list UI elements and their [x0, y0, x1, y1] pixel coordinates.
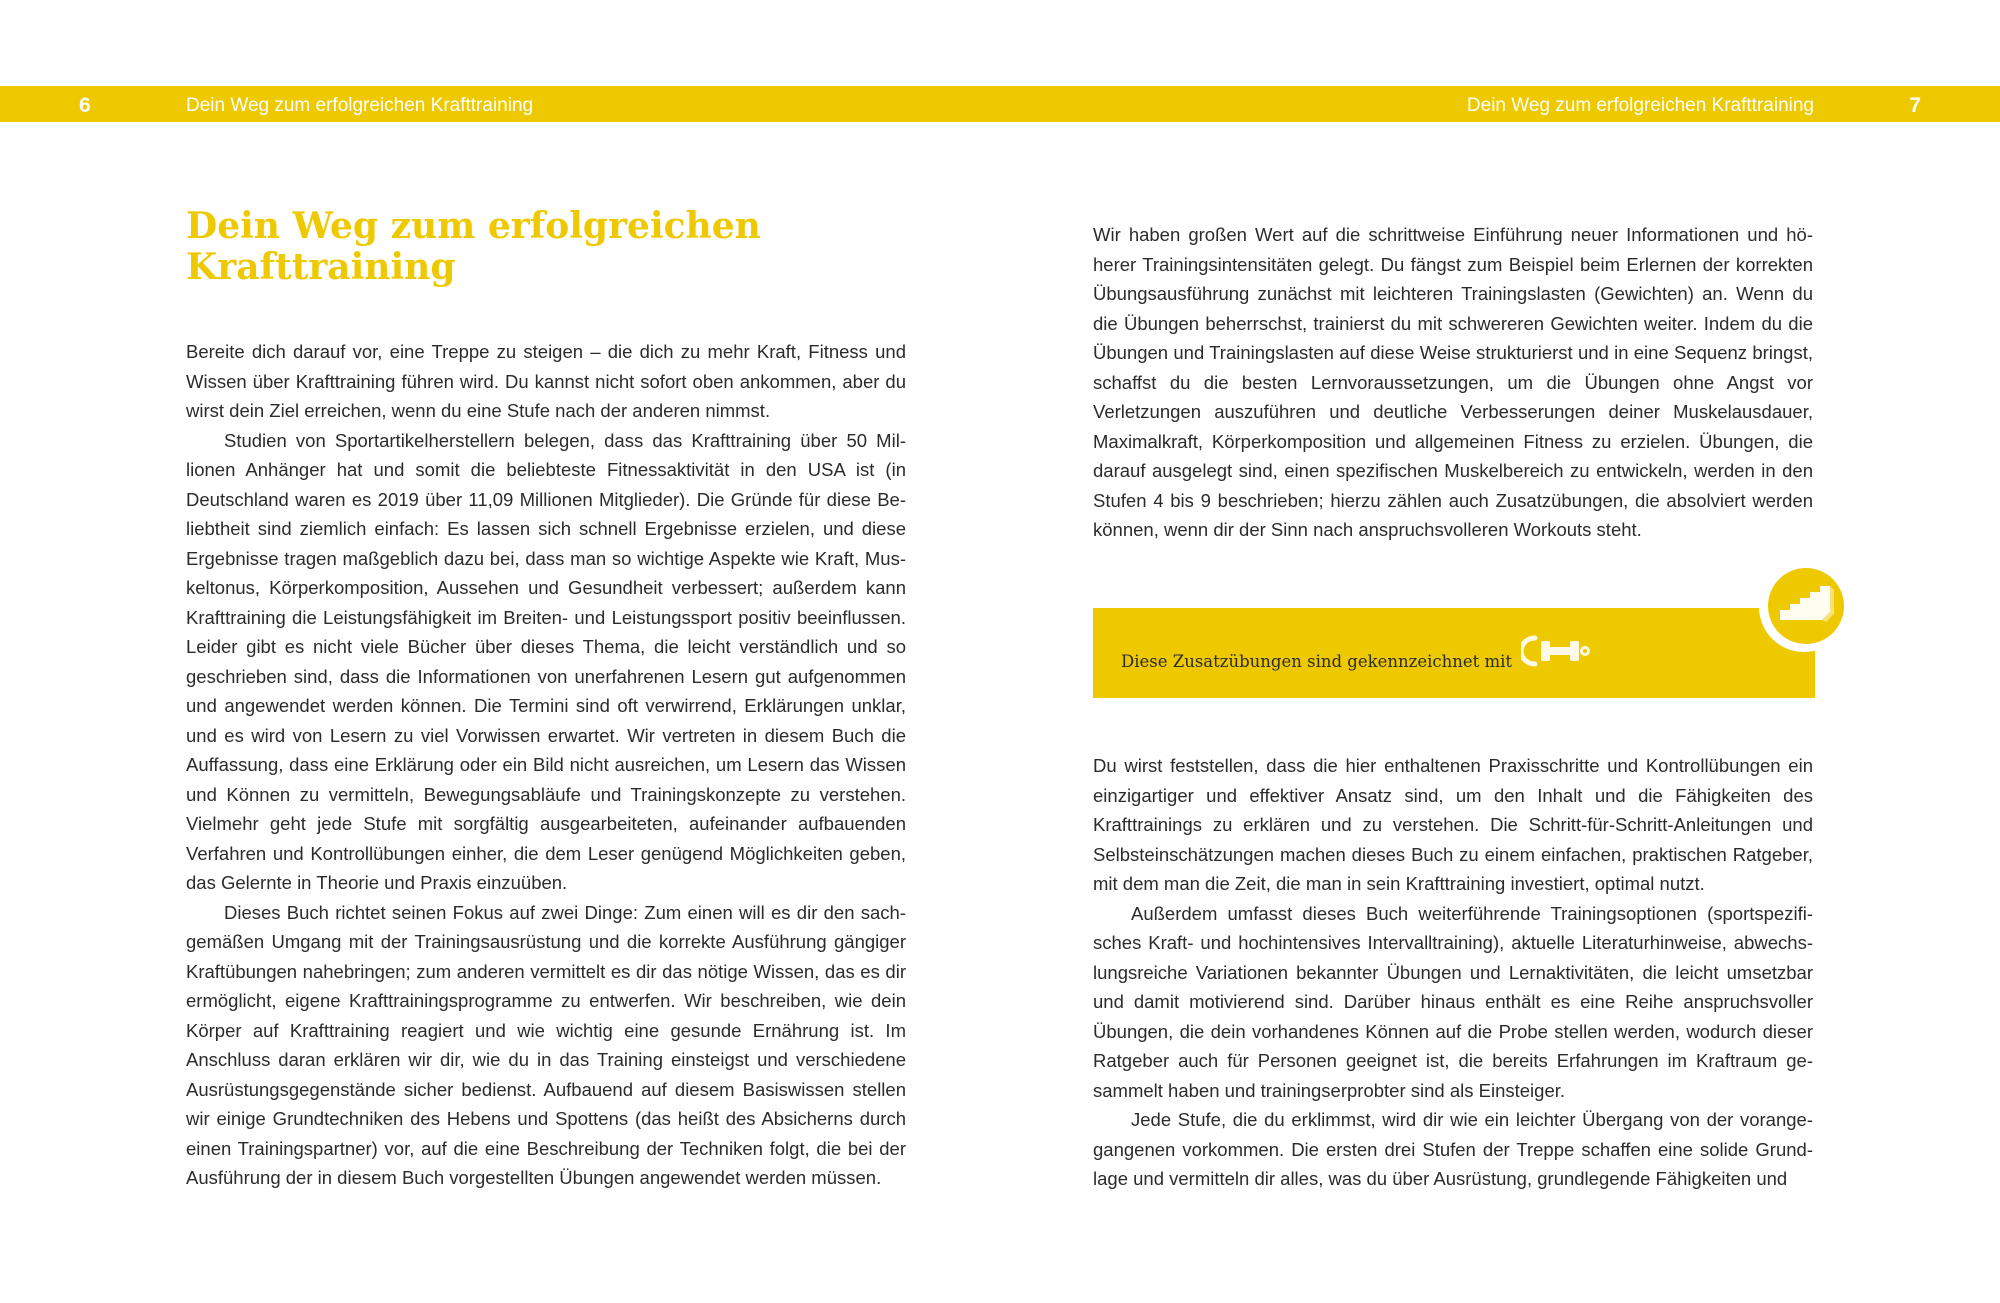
chapter-title-line-2: Krafttraining: [186, 246, 456, 288]
right-page-number: 7: [1909, 94, 1921, 117]
stairs-icon: [1768, 568, 1844, 644]
body-paragraph: Studien von Sportartikelherstellern belegen, dass das Krafttraining über 50 Millionen Anhänger hat und somit die beliebteste Fitnessaktivität in den USA ist (in Deutschland waren es 2019 über 11,09 Millionen Mitglieder). Die Gründe für diese Beliebtheit sind ziemlich einfach: Es lassen sich schnell Ergebnisse erzielen, und diese Ergebnisse tragen maßgeblich dazu bei, dass man so wichtige Aspekte wie Kraft, Muskeltonus, Körperkomposition, Aussehen und Gesundheit verbessert; außerdem kann Krafttraining die Leistungsfähigkeit im Breiten- und Leistungssport positiv beeinflussen. Leider gibt es nicht viele Bücher über dieses Thema, die leicht verständlich und so geschrieben sind, dass die Informationen von unerfahrenen Lesern gut aufgenommen und angewendet werden können. Die Termini sind oft verwirrend, Erklärungen unklar, und es wird von Lesern zu viel Vorwissen erwartet. Wir vertreten in diesem Buch die Auffassung, dass eine Erklärung oder ein Bild nicht ausreichen, um Lesern das Wissen und Können zu vermitteln, Bewegungsabläufe und Trainingskonzepte zu verstehen. Vielmehr geht jede Stufe mit sorgfältig ausgearbeiteten, aufeinander aufbauenden Verfahren und Kontrollübungen einher, die dem Leser genügend Möglichkeiten geben, das Gelernte in Theorie und Praxis einzuüben.: [186, 429, 906, 893]
left-running-head: Dein Weg zum erfolgreichen Krafttraining: [186, 95, 534, 116]
body-paragraph: Bereite dich darauf vor, eine Treppe zu steigen – die dich zu mehr Kraft, Fitness und Wissen über Krafttraining führen wird. Du kannst nicht sofort oben ankommen, aber du wirst dein Ziel erreichen, wenn du eine Stufe nach der anderen nimmst.: [186, 341, 906, 421]
chapter-title-line-1: Dein Weg zum erfolgreichen: [186, 205, 761, 247]
left-page-body: [186, 337, 906, 1193]
right-running-head: Dein Weg zum erfolgreichen Krafttraining: [1466, 95, 1814, 116]
body-paragraph: Dieses Buch richtet seinen Fokus auf zwei Dinge: Zum einen will es dir den sachgemäßen Umgang mit der Trainingsausrüstung und die korrekte Ausführung gängiger Kraftübungen nahebringen; zum anderen vermittelt es dir das nötige Wissen, das es dir ermöglicht, eigene Krafttrainingsprogramme zu entwerfen. Wir beschreiben, wie dein Körper auf Krafttraining reagiert und wie wichtig eine gesunde Ernährung ist. Im Anschluss daran erklären wir dir, wie du in das Training einsteigst und verschiedene Ausrüstungsgegenstände sicher bedienst. Aufbauend auf diesem Basiswissen stellen wir einige Grundtechniken des Hebens und Spottens (das heißt des Absicherns durch einen Trainingspartner) vor, auf die eine Beschreibung der Techniken folgt, die bei der Ausführung der in diesem Buch vorgestellten Übungen angewendet werden müssen.: [186, 901, 906, 1188]
stairs-badge: [1759, 562, 1849, 652]
callout-text: Diese Zusatzübungen sind gekennzeichnet mit: [1121, 652, 1513, 671]
right-page-body-bottom: [1093, 751, 1813, 1194]
body-paragraph: Du wirst feststellen, dass die hier enthaltenen Praxisschritte und Kontrollübungen ein einzigartiger und effektiver Ansatz sind, um den Inhalt und die Fähigkeiten des Krafttrainings zu erklären und zu verstehen. Die Schritt-für-Schritt-Anleitungen und Selbsteinschätzungen machen dieses Buch zu einem einfachen, praktischen Ratgeber, mit dem man die Zeit, die man in sein Krafttraining investiert, optimal nutzt.: [1093, 755, 1813, 894]
dumbbell-icon: [1521, 609, 1593, 717]
left-page-number: 6: [79, 94, 91, 117]
body-paragraph: Wir haben großen Wert auf die schrittweise Einführung neuer Informationen und höherer Trainingsintensitäten gelegt. Du fängst zum Beispiel beim Erlernen der korrekten Übungsausführung zunächst mit leichteren Trainingslasten (Gewichten) an. Wenn du die Übungen beherrschst, trainierst du mit schwereren Gewichten weiter. Indem du die Übungen und Trainingslasten auf diese Weise strukturierst und in eine Sequenz bringst, schaffst du die besten Lernvoraussetzungen, um die Übungen ohne Angst vor Verletzungen auszuführen und deutliche Verbesserungen deiner Muskelausdauer, Maximalkraft, Körperkomposition und allgemeinen Fitness zu erzielen. Übungen, die darauf ausgelegt sind, einen spezifischen Muskelbereich zu entwickeln, werden in den Stufen 4 bis 9 beschrieben; hierzu zählen auch Zusatzübungen, die absolviert werden können, wenn dir der Sinn nach anspruchsvolleren Workouts steht.: [1093, 224, 1813, 540]
body-paragraph: Außerdem umfasst dieses Buch weiterführende Trainingsoptionen (sportspezifisches Kraft- und hochintensives Intervalltraining), aktuelle Literaturhinweise, abwechslungsreiche Variationen bekannter Übungen und Lernaktivitäten, die leicht umsetzbar und damit motivierend sind. Darüber hinaus enthält es eine Reihe anspruchsvoller Übungen, die dein vorhandenes Können auf die Probe stellen werden, wodurch dieser Ratgeber auch für Personen geeignet ist, die bereits Erfahrungen im Kraftraum gesammelt haben und trainingserprobter sind als Einsteiger.: [1093, 902, 1813, 1101]
extra-exercises-callout: [1093, 608, 1815, 698]
callout-text-row: [1121, 608, 1593, 698]
right-page-body-top: [1093, 220, 1813, 545]
chapter-title: [186, 206, 806, 288]
body-paragraph: Jede Stufe, die du erklimmst, wird dir wie ein leichter Übergang von der vorangegangenen vorkommen. Die ersten drei Stufen der Treppe schaffen eine solide Grundlage und vermitteln dir alles, was du über Ausrüstung, grundlegende Fähigkeiten und: [1093, 1109, 1813, 1189]
